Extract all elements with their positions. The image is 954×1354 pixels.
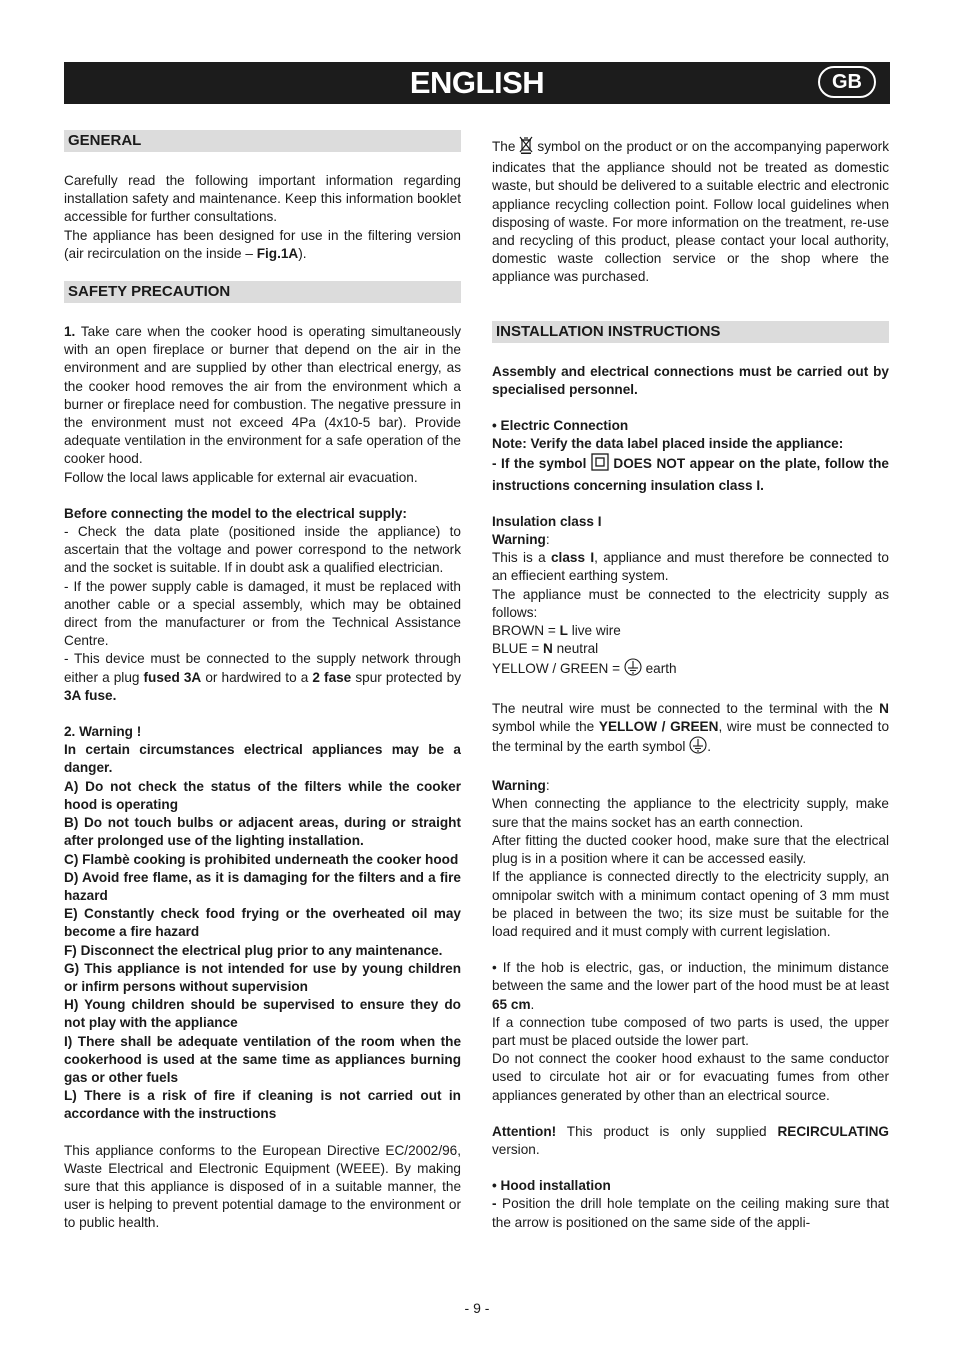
warning-item: I) There shall be adequate ventilation of the room when the cookerhood is used at the same time as appliances burning gas or other fuels [64,1033,461,1085]
warning-item: H) Young children should be supervised to ensure they do not play with the appliance [64,997,461,1031]
safety-paragraph-1: 1. Take care when the cooker hood is operating simultaneously with an open fireplace or burner that depend on the air in the environment and are supplied by other than electrical energy, as the cooker hood removes the air from the environment which a burner or fireplace need for combustion. The negative pressure in the environment must not exceed 4Pa (4x10-5 bar). Provide adequate ventilation in the environment for a safe operation of the cooker hood. [64,324,461,467]
warning-heading: 2. Warning ! [64,724,142,740]
neutral-wire-text: The neutral wire must be connected to the terminal with the N symbol while the YELLOW / GREEN, wire must be connected to the terminal by the earth symbol . [492,700,889,760]
warning-item: E) Constantly check food frying or the overheated oil may become a fire hazard [64,906,461,940]
insulation-class-text: This is a class I, appliance and must therefore be connected to an effiecient earthing system. [492,550,889,584]
general-paragraph: Carefully read the following important information regarding installation safety and maintenance. Keep this information booklet accessible for further consultations. [64,173,461,225]
warning-2-item-2: After fitting the ducted cooker hood, make sure that the electrical plug is in a position where it can be accessed easily. [492,832,889,867]
insulation-heading: Insulation class I [492,513,602,529]
crossed-bin-icon [519,136,533,159]
wire-brown: BROWN = L live wire [492,623,621,639]
before-item-3: - This device must be connected to the supply network through either a plug fused 3A or hardwired to a 2 fase spur protected by 3A fuse. [64,651,461,703]
left-column [64,130,461,1233]
warning-2-item-3: If the appliance is connected directly to the electricity supply, an omnipolar switch with a minimum contact opening of 3 mm must be placed in between the two; its size must be suitable for the load required and it must comply with current legislation. [492,869,889,939]
language-badge: GB [818,66,876,98]
warning-item: C) Flambè cooking is prohibited underneath the cooker hood [64,851,459,867]
warning-item: L) There is a risk of fire if cleaning is not carried out in accordance with the instructions [64,1088,461,1122]
safety-heading: SAFETY PRECAUTION [64,281,461,303]
electric-if-symbol: - If the symbol DOES NOT appear on the plate, follow the instructions concerning insulation class I. [492,453,889,494]
hood-installation-heading: • Hood installation [492,1178,611,1194]
warning-item: F) Disconnect the electrical plug prior to any maintenance. [64,942,443,958]
wire-blue: BLUE = N neutral [492,641,599,657]
weee-paragraph: This appliance conforms to the European Directive EC/2002/96, Waste Electrical and Electronic Equipment (WEEE). By making sure that this appliance is disposed of in a suitable manner, the user is helping to prevent potential damage to the environment or to public health. [64,1142,461,1231]
page-title: ENGLISH [409,65,545,100]
warning-item: A) Do not check the status of the filters while the cooker hood is operating [64,778,461,812]
double-insulation-icon [591,453,609,476]
wire-yellow-green: YELLOW / GREEN = earth [492,658,889,681]
before-item-1: - Check the data plate (positioned inside the appliance) to ascertain that the voltage and power correspond to the network and the socket is suitable. If in doubt ask a qualified electrician. [64,524,461,576]
installation-heading: INSTALLATION INSTRUCTIONS [492,321,889,343]
warning-2-item-1: When connecting the appliance to the electricity supply, make sure that the mains socket has an earth connection. [492,796,889,830]
page-header [64,62,890,104]
before-connecting-heading: Before connecting the model to the electrical supply: [64,505,407,521]
weee-symbol-paragraph: The symbol on the product or on the accompanying paperwork indicates that the appliance should not be treated as domestic waste, but should be delivered to a suitable electric and electronic appliance recycling collection point. Follow local guidelines when disposing of waste. For more information on the treatment, re-use and recycling of this product, please contact your local authority, domestic waste collection service or the shop where the appliance was purchased. [492,136,889,287]
insulation-connect-text: The appliance must be connected to the electricity supply as follows: [492,586,889,620]
hood-installation-text: - Position the drill hole template on the ceiling making sure that the arrow is positioned on the same side of the appli- [492,1196,889,1230]
assembly-note: Assembly and electrical connections must be carried out by specialised personnel. [492,363,889,397]
general-paragraph-2: The appliance has been designed for use in the filtering version (air recirculation on the inside – Fig.1A). [64,227,461,261]
hob-distance-text: • If the hob is electric, gas, or induction, the minimum distance between the same and the lower part of the hood must be at least 65 cm. [492,960,889,1012]
warning-item: D) Avoid free flame, as it is damaging for the filters and a fire hazard [64,869,461,903]
warning-item: B) Do not touch bulbs or adjacent areas, during or straight after prolonged use of the lighting installation. [64,815,461,849]
exhaust-text: Do not connect the cooker hood exhaust to the same conductor used to circulate hot air or for evacuating fumes from other appliances generated by other than an electrical source. [492,1051,889,1103]
warning-2-heading: Warning: [492,778,550,794]
general-heading: GENERAL [64,130,461,152]
right-column [492,130,889,1232]
safety-follow: Follow the local laws applicable for external air evacuation. [64,469,418,485]
before-item-2: - If the power supply cable is damaged, it must be replaced with another cable or a special assembly, which may be obtained direct from the manufacturer or from the Technical Assistance Centre. [64,578,461,649]
earth-icon [689,736,707,759]
connection-tube-text: If a connection tube composed of two parts is used, the upper part must be placed outside the lower part. [492,1014,889,1048]
attention-text: Attention! This product is only supplied RECIRCULATING version. [492,1123,889,1157]
insulation-warning: Warning: [492,532,550,548]
electric-connection-heading: • Electric Connection [492,418,629,434]
warning-item: G) This appliance is not intended for use by young children or infirm persons without supervision [64,960,461,994]
warning-intro: In certain circumstances electrical appliances may be a danger. [64,742,461,776]
page-number: - 9 - [464,1300,490,1316]
electric-note: Note: Verify the data label placed inside the appliance: [492,436,844,452]
earth-icon [624,658,642,681]
